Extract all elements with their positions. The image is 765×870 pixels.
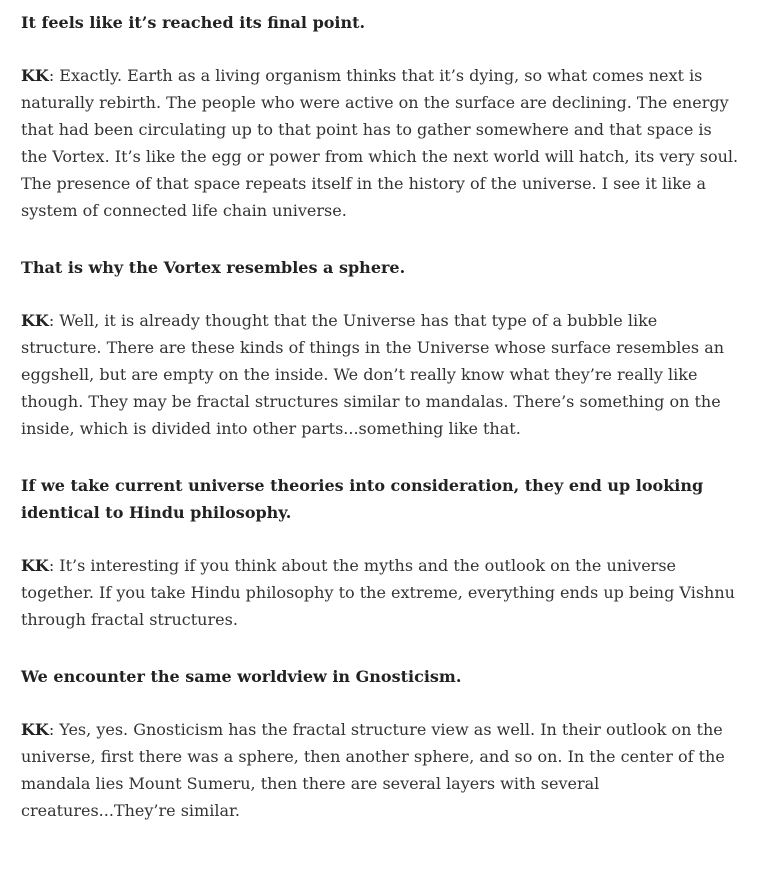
interview-question-2: That is why the Vortex resembles a sphere.: [21, 258, 406, 277]
interview-question-4: We encounter the same worldview in Gnosticism.: [21, 667, 462, 686]
speaker-label: KK: [21, 66, 49, 85]
speaker-label: KK: [21, 311, 49, 330]
speaker-label: KK: [21, 556, 49, 575]
interview-answer-2: [21, 307, 741, 442]
answer-text: : It’s interesting if you think about the myths and the outlook on the universe together. If you take Hindu philosophy to the extreme, everything ends up being Vishnu through fractal structures.: [21, 556, 735, 629]
interview-answer-3: [21, 552, 741, 633]
answer-text: : Yes, yes. Gnosticism has the fractal structure view as well. In their outlook on the universe, first there was a sphere, then another sphere, and so on. In the center of the mandala lies Mount Sumeru, then there are several layers with several creatures...They’re similar.: [21, 720, 725, 820]
interview-question-1: It feels like it’s reached its final point.: [21, 13, 366, 32]
answer-text: : Exactly. Earth as a living organism thinks that it’s dying, so what comes next is naturally rebirth. The people who were active on the surface are declining. The energy that had been circulating up to that point has to gather somewhere and that space is the Vortex. It’s like the egg or power from which the next world will hatch, its very soul. The presence of that space repeats itself in the history of the universe. I see it like a system of connected life chain universe.: [21, 66, 739, 220]
speaker-label: KK: [21, 720, 49, 739]
interview-answer-1: [21, 62, 741, 224]
answer-text: : Well, it is already thought that the Universe has that type of a bubble like structure. There are these kinds of things in the Universe whose surface resembles an eggshell, but are empty on the inside. We don’t really know what they’re really like though. They may be fractal structures similar to mandalas. There’s something on the inside, which is divided into other parts...something like that.: [21, 311, 725, 438]
interview-answer-4: [21, 716, 741, 824]
interview-question-3: If we take current universe theories into consideration, they end up looking identical to Hindu philosophy.: [21, 476, 704, 522]
